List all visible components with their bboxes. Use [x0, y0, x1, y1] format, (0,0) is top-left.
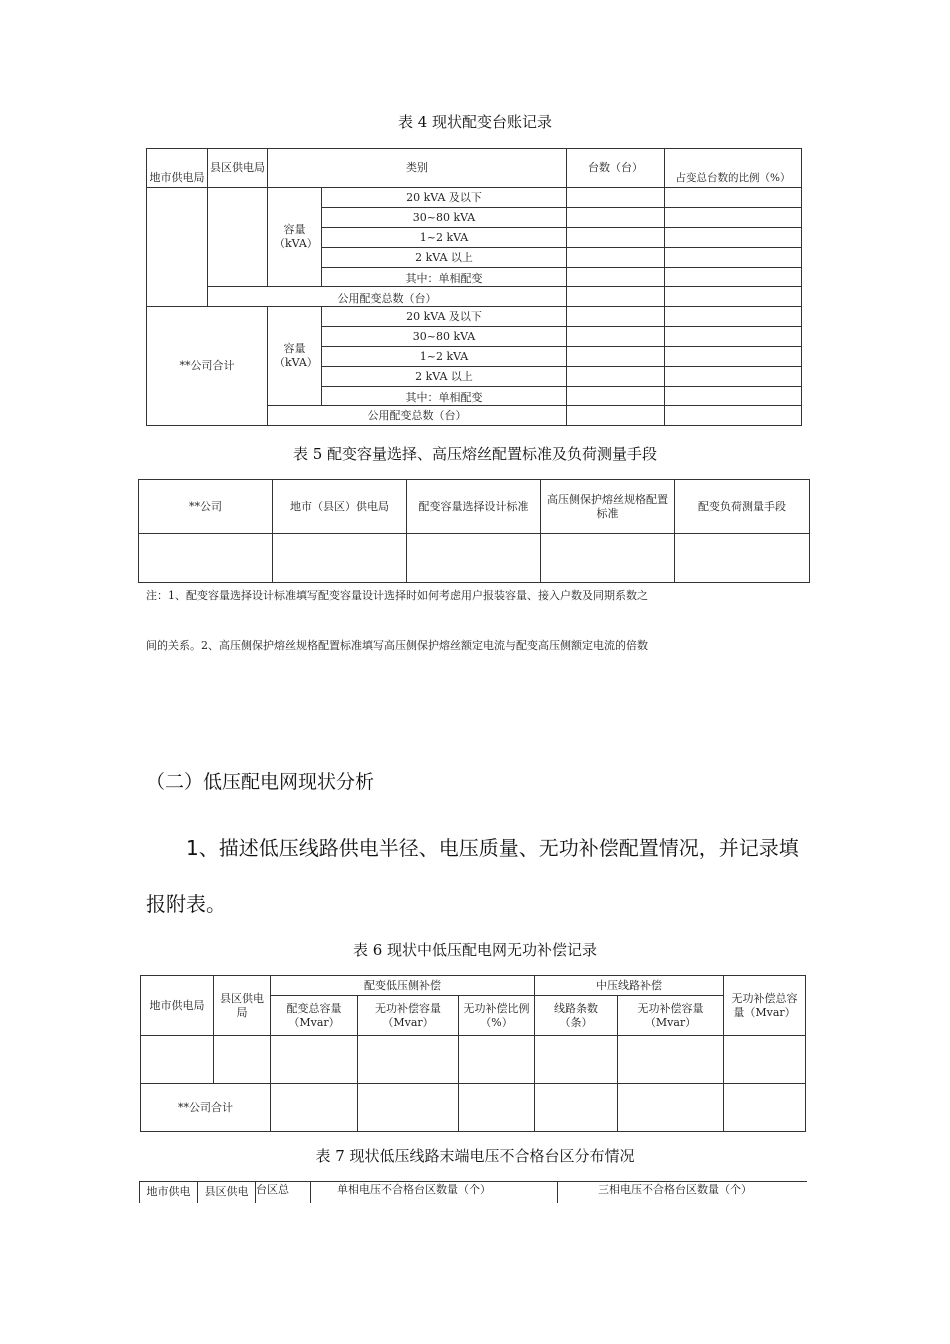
t4-cell — [665, 347, 802, 367]
t4-cell — [567, 406, 665, 426]
t4-company-total: **公司合计 — [147, 307, 268, 426]
t6-h-mv-line-count: 线路条数（条） — [535, 996, 618, 1036]
t4-cell — [567, 208, 665, 228]
table6 — [140, 975, 806, 1132]
t6-cell — [358, 1036, 459, 1084]
t6-cell — [618, 1036, 724, 1084]
t4-row-label: 30~80 kVA — [322, 208, 567, 228]
t4-total-label: 公用配变总数（台） — [208, 287, 567, 307]
t5-h-load-measure: 配变负荷测量手段 — [675, 480, 810, 534]
t4-cell — [567, 347, 665, 367]
t5-cell — [407, 534, 541, 583]
t6-cell — [535, 1036, 618, 1084]
t6-h-county: 县区供电局 — [214, 976, 271, 1036]
t6-cell — [358, 1084, 459, 1132]
t4-cell — [665, 188, 802, 208]
t4-row-label: 2 kVA 以上 — [322, 248, 567, 268]
t4-cell — [147, 188, 208, 307]
t4-capacity-label: 容量（kVA） — [268, 188, 322, 287]
t4-cell — [567, 327, 665, 347]
t4-capacity-label: 容量（kVA） — [268, 307, 322, 406]
table7-clip — [139, 1181, 807, 1203]
t7-h-county: 县区供电 — [198, 1182, 256, 1204]
t6-cell — [459, 1084, 535, 1132]
t6-cell — [141, 1036, 214, 1084]
table6-caption: 表 6 现状中低压配电网无功补偿记录 — [352, 941, 598, 959]
t6-h-lv-group: 配变低压侧补偿 — [271, 976, 535, 996]
section-heading: （二）低压配电网现状分析 — [146, 771, 375, 793]
t4-cell — [665, 248, 802, 268]
t4-h-county: 县区供电局 — [208, 149, 268, 188]
t4-h-count: 台数（台） — [567, 149, 665, 188]
t4-h-city: 地市供电局 — [147, 149, 208, 188]
table5-note-line2: 间的关系。2、高压侧保护熔丝规格配置标准填写高压侧保护熔丝额定电流与配变高压侧额定电流的倍数 — [146, 639, 648, 652]
t7-h-single: 单相电压不合格台区数量（个） — [311, 1182, 558, 1204]
t6-h-mv-group: 中压线路补偿 — [535, 976, 724, 996]
t6-h-city: 地市供电局 — [141, 976, 214, 1036]
t4-cell — [665, 406, 802, 426]
t4-cell — [665, 228, 802, 248]
t4-row-label: 20 kVA 及以下 — [322, 188, 567, 208]
t4-row-label: 20 kVA 及以下 — [322, 307, 567, 327]
t6-h-lv-comp-capacity: 无功补偿容量（Mvar） — [358, 996, 459, 1036]
t4-cell — [208, 188, 268, 287]
t6-cell — [724, 1084, 806, 1132]
t5-h-bureau: 地市（县区）供电局 — [273, 480, 407, 534]
t5-cell — [541, 534, 675, 583]
t6-h-lv-total-capacity: 配变总容量（Mvar） — [271, 996, 358, 1036]
t4-cell — [567, 268, 665, 287]
t4-cell — [567, 188, 665, 208]
t4-row-label: 其中：单相配变 — [322, 268, 567, 287]
section-paragraph: 1、描述低压线路供电半径、电压质量、无功补偿配置情况，并记录填报附表。 — [146, 836, 799, 916]
t6-company-total: **公司合计 — [141, 1084, 271, 1132]
t4-row-label: 其中：单相配变 — [322, 387, 567, 406]
t4-cell — [665, 268, 802, 287]
t4-cell — [567, 287, 665, 307]
t4-cell — [567, 387, 665, 406]
t4-cell — [567, 248, 665, 268]
t5-h-company: **公司 — [139, 480, 273, 534]
t4-row-label: 30~80 kVA — [322, 327, 567, 347]
t5-h-fuse-standard: 高压侧保护熔丝规格配置标准 — [541, 480, 675, 534]
t4-row-label: 2 kVA 以上 — [322, 367, 567, 387]
t4-cell — [665, 287, 802, 307]
t5-cell — [675, 534, 810, 583]
table5-note-line1: 注：1、配变容量选择设计标准填写配变容量设计选择时如何考虑用户报装容量、接入户数及同期系数之 — [146, 589, 648, 602]
t6-cell — [214, 1036, 271, 1084]
t4-cell — [567, 367, 665, 387]
t4-total-label: 公用配变总数（台） — [268, 406, 567, 426]
t6-h-mv-comp-capacity: 无功补偿容量（Mvar） — [618, 996, 724, 1036]
t4-row-label: 1~2 kVA — [322, 347, 567, 367]
t6-cell — [724, 1036, 806, 1084]
t6-h-lv-comp-ratio: 无功补偿比例（%） — [459, 996, 535, 1036]
t4-cell — [567, 228, 665, 248]
table4-caption: 表 4 现状配变台账记录 — [397, 113, 553, 131]
t6-cell — [459, 1036, 535, 1084]
table5 — [138, 479, 810, 583]
t7-h-total: 台区总 — [256, 1182, 311, 1204]
table7 — [139, 1181, 807, 1203]
t6-cell — [271, 1084, 358, 1132]
t6-cell — [535, 1084, 618, 1132]
t4-cell — [665, 327, 802, 347]
t7-h-city: 地市供电 — [140, 1182, 198, 1204]
t6-cell — [271, 1036, 358, 1084]
t4-h-category: 类别 — [268, 149, 567, 188]
t4-row-label: 1~2 kVA — [322, 228, 567, 248]
t7-h-three: 三相电压不合格台区数量（个） — [558, 1182, 808, 1204]
t4-cell — [665, 367, 802, 387]
t6-cell — [618, 1084, 724, 1132]
table7-caption: 表 7 现状低压线路末端电压不合格台区分布情况 — [315, 1147, 635, 1165]
t6-h-total: 无功补偿总容量（Mvar） — [724, 976, 806, 1036]
table5-caption: 表 5 配变容量选择、高压熔丝配置标准及负荷测量手段 — [292, 445, 658, 463]
t5-h-capacity-standard: 配变容量选择设计标准 — [407, 480, 541, 534]
t4-h-ratio: 占变总台数的比例（%） — [665, 149, 802, 188]
t4-cell — [665, 307, 802, 327]
t5-cell — [139, 534, 273, 583]
t5-cell — [273, 534, 407, 583]
table4 — [146, 148, 802, 426]
t4-cell — [665, 387, 802, 406]
t4-cell — [567, 307, 665, 327]
t4-cell — [665, 208, 802, 228]
